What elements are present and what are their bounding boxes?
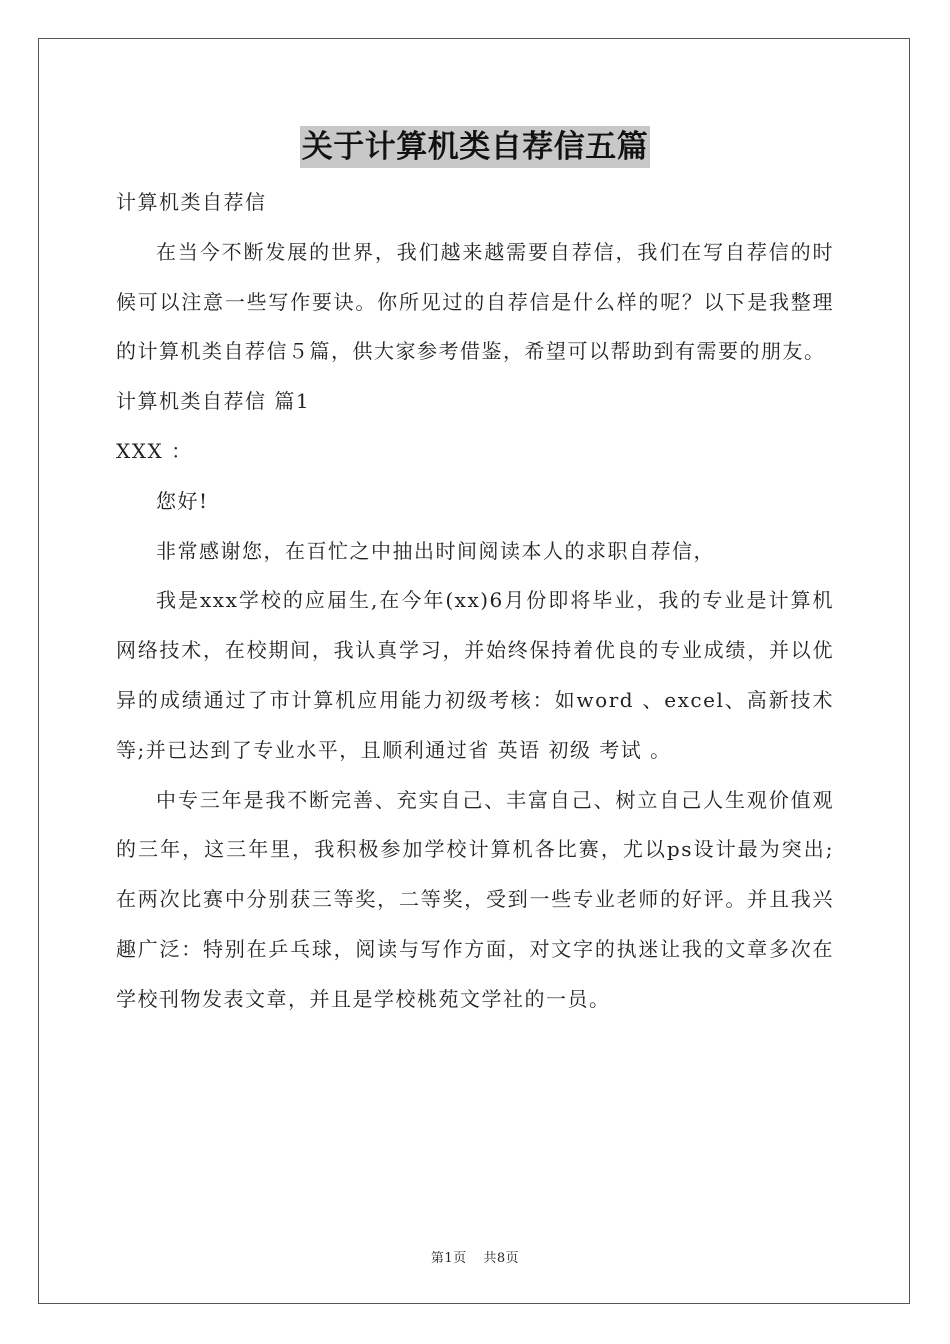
title-wrap bbox=[0, 126, 950, 168]
letter-paragraph-2: 我是xxx学校的应届生,在今年(xx)6月份即将毕业，我的专业是计算机网络技术，在校期间，我认真学习，并始终保持着优良的专业成绩，并以优异的成绩通过了市计算机应用能力初级考核：如word 、excel、高新技术等;并已达到了专业水平，且顺利通过省 英语 初级 考试 。 bbox=[116, 588, 834, 762]
letter-paragraph-1: 非常感谢您，在百忙之中抽出时间阅读本人的求职自荐信， bbox=[156, 538, 715, 563]
letter-paragraph-3: 中专三年是我不断完善、充实自己、丰富自己、树立自己人生观价值观的三年，这三年里，我积极参加学校计算机各比赛，尤以ps设计最为突出;在两次比赛中分别获三等奖，二等奖，受到一些专业老师的好评。并且我兴趣广泛：特别在乒乓球，阅读与写作方面，对文字的执迷让我的文章多次在学校刊物发表文章，并且是学校桃苑文学社的一员。 bbox=[116, 787, 834, 1011]
page-footer bbox=[0, 1247, 950, 1266]
page-number-current: 第1页 bbox=[430, 1251, 467, 1266]
letter-greeting: 您好! bbox=[156, 488, 209, 513]
section-heading-intro: 计算机类自荐信 bbox=[116, 190, 267, 214]
document-title: 关于计算机类自荐信五篇 bbox=[300, 126, 651, 168]
intro-paragraph: 在当今不断发展的世界，我们越来越需要自荐信，我们在写自荐信的时候可以注意一些写作要诀。你所见过的自荐信是什么样的呢？以下是我整理的计算机类自荐信５篇，供大家参考借鉴，希望可以帮助到有需要的朋友。 bbox=[116, 239, 834, 364]
letter-salutation: XXX ： bbox=[116, 438, 193, 463]
document-body bbox=[116, 178, 834, 1025]
page-number-total: 共8页 bbox=[483, 1251, 520, 1266]
section-heading-letter-1: 计算机类自荐信 篇1 bbox=[116, 389, 311, 414]
